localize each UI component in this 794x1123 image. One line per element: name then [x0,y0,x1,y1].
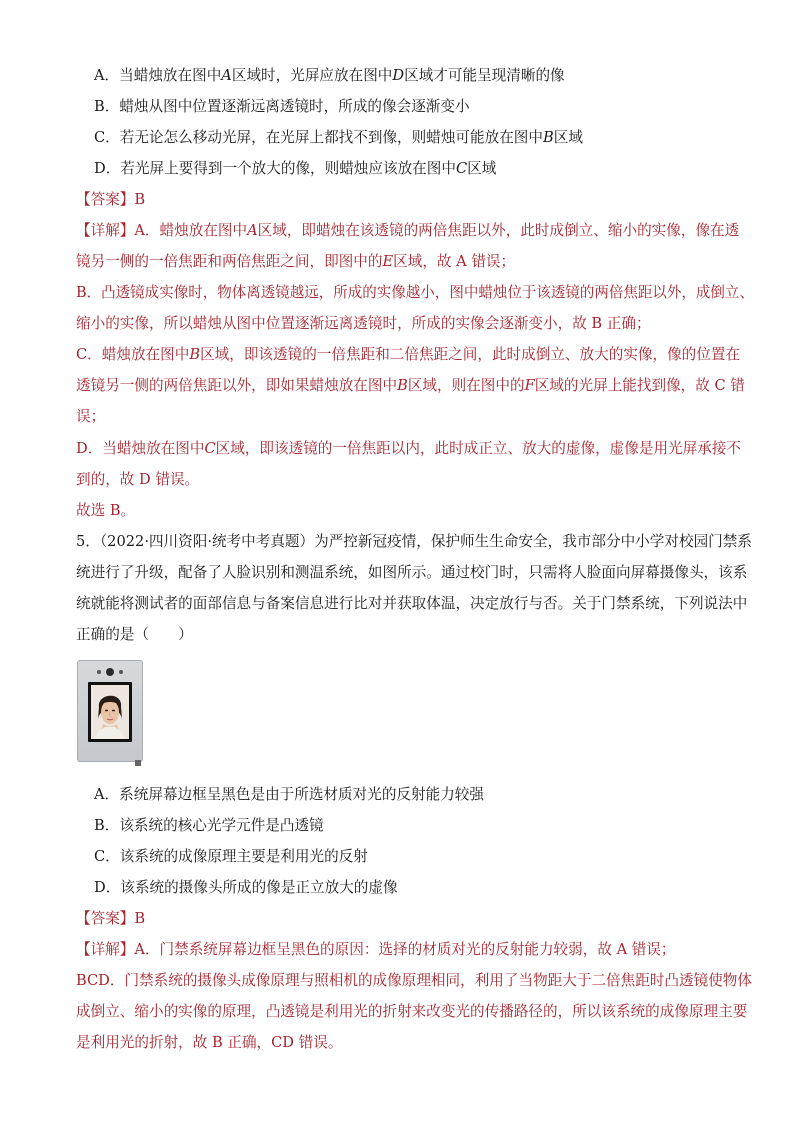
var: B [189,346,201,363]
q5-stem-line1: 5．（2022·四川资阳·统考中考真题）为严控新冠疫情，保护师生生命安全，我市部分中小学对校园门禁系 [76,533,752,550]
q4-option-a [94,66,565,86]
text: A．当蜡烛放在图中 [94,67,222,84]
q5-stem-line2: 统进行了升级，配备了人脸识别和测温系统，如图所示。通过校门时，只需将人脸面向屏幕摄像头，该系 [76,564,748,581]
text: 区域的光屏上能找到像，故 C 错 [534,377,745,394]
var: F [524,377,535,394]
text: 区域时，光屏应放在图中 [231,67,393,84]
text: C．若无论怎么移动光屏，在光屏上都找不到像，则蜡烛可能放在图中 [94,129,543,146]
q4-explain-d-line1 [76,439,741,459]
var: E [382,253,394,270]
sensor-icon [97,670,101,674]
q5-answer [76,909,145,929]
answer-value: B [134,910,146,927]
text: 区域才可能呈现清晰的像 [404,67,565,84]
text: 透镜另一侧的两倍焦距以外，即如果蜡烛放在图中 [76,377,398,394]
text: 区域，即该透镜的一倍焦距以内，此时成正立、放大的虚像，虚像是用光屏承接不 [215,440,742,457]
text: C．蜡烛放在图中 [76,346,190,363]
q4-option-d [94,159,496,179]
text: D．若光屏上要得到一个放大的像，则蜡烛应该放在图中 [94,160,456,177]
q5-option-d: D．该系统的摄像头所成的像是正立放大的虚像 [94,879,398,896]
q4-explain-c-line1 [76,345,740,365]
face-illustration [91,685,129,739]
text: D．当蜡烛放在图中 [76,440,205,457]
camera-icon [106,668,114,676]
q4-answer [76,190,145,210]
q4-option-c [94,128,583,148]
q5-option-b: B．该系统的核心光学元件是凸透镜 [94,817,324,834]
answer-label: 【答案】 [76,910,135,927]
text: 区域 [553,129,583,146]
answer-label: 【答案】 [76,191,135,208]
face-photo [91,685,129,739]
var: B [397,377,408,394]
q4-conclusion: 故选 B。 [76,502,136,519]
q5-stem-line4: 正确的是（ ） [76,626,193,643]
explain-label: 【详解】 [76,941,135,958]
q5-explain-bcd-line2: 成倒立、缩小的实像的原理，凸透镜是利用光的折射来改变光的传播路径的，所以该系统的成像原理主要 [76,1003,748,1020]
text: 区域，即蜡烛在该透镜的两倍焦距以外，此时成倒立、缩小的实像，像在透 [257,222,740,239]
var: C [204,440,216,457]
text: 区域，故 A 错误； [393,253,516,270]
q4-explain-d-line2: 到的，故 D 错误。 [76,471,200,488]
q4-explain-a-line2 [76,252,515,272]
var: C [455,160,468,177]
q4-explain-a-line1 [76,221,739,241]
q5-stem-line3: 统就能将测试者的面部信息与备案信息进行比对并获取体温，决定放行与否。关于门禁系统，下列说法中 [76,595,748,612]
q4-explain-c-line2 [76,376,745,396]
text: 区域，即该透镜的一倍焦距和二倍焦距之间，此时成倒立、放大的实像，像的位置在 [200,346,741,363]
q5-explain-bcd-line1: BCD．门禁系统的摄像头成像原理与照相机的成像原理相同，利用了当物距大于二倍焦距时凸透镜使物体 [76,972,752,989]
face-recognition-device-figure [77,660,143,762]
var: A [221,67,232,84]
q5-explain-a [76,940,676,960]
sensor-icon [119,670,123,674]
var: D [392,67,405,84]
q4-explain-b-line2: 缩小的实像，所以蜡烛从图中位置逐渐远离透镜时，所成的实像会逐渐变小，故 B 正确； [76,315,651,332]
device-screen [88,682,132,742]
q5-explain-bcd-line3: 是利用光的折射，故 B 正确，CD 错误。 [76,1034,343,1051]
text: A．门禁系统屏幕边框呈黑色的原因：选择的材质对光的反射能力较弱，故 A 错误； [134,941,676,958]
var: B [542,129,554,146]
var: A [247,222,258,239]
q5-option-c: C．该系统的成像原理主要是利用光的反射 [94,848,368,865]
explain-label: 【详解】 [76,222,135,239]
text: A．蜡烛放在图中 [134,222,248,239]
answer-value: B [134,191,146,208]
q4-option-b: B．蜡烛从图中位置逐渐远离透镜时，所成的像会逐渐变小 [94,98,470,115]
text: 镜另一侧的一倍焦距和两倍焦距之间，即图中的 [76,253,383,270]
text: 区域 [467,160,497,177]
q4-explain-b-line1: B．凸透镜成实像时，物体离透镜越远，所成的实像越小，图中蜡烛位于该透镜的两倍焦距以外，成倒立、 [76,284,754,301]
device-stand [135,760,141,766]
q4-explain-c-line3: 误； [76,408,106,425]
text: 区域，则在图中的 [407,377,525,394]
q5-option-a: A．系统屏幕边框呈黑色是由于所选材质对光的反射能力较强 [94,786,484,803]
